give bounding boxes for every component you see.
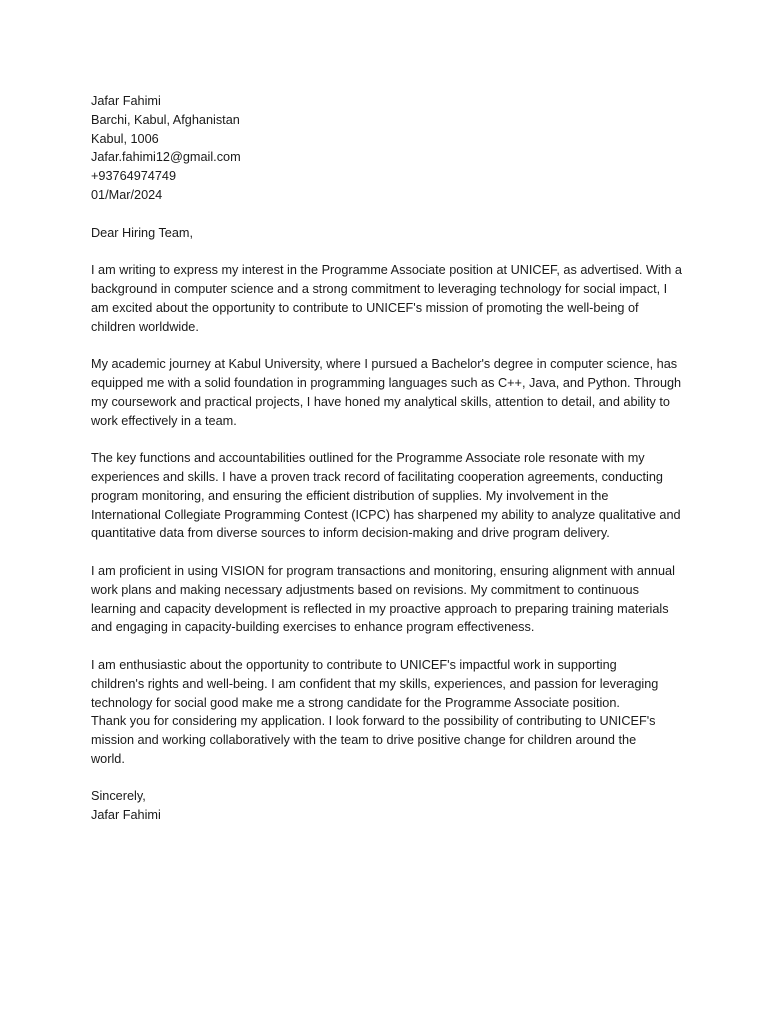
sender-address-line2: Kabul, 1006 (91, 131, 159, 146)
paragraph-line: The key functions and accountabilities outlined for the Programme Associate role resonate with my (91, 451, 645, 466)
paragraph-3 (91, 449, 691, 543)
paragraph-line: International Collegiate Programming Contest (ICPC) has sharpened my ability to analyze qualitative and (91, 507, 681, 522)
paragraph-line: I am writing to express my interest in the Programme Associate position at UNICEF, as advertised. With a (91, 263, 682, 278)
paragraph-line: work effectively in a team. (91, 413, 237, 428)
paragraph-line: quantitative data from diverse sources to inform decision-making and drive program delivery. (91, 526, 610, 541)
paragraph-line: children's rights and well-being. I am confident that my skills, experiences, and passion for leveraging (91, 676, 659, 691)
paragraph-4 (91, 562, 691, 637)
paragraph-line: My academic journey at Kabul University, where I pursued a Bachelor's degree in computer science, has (91, 357, 678, 372)
letter-page (91, 92, 691, 825)
sender-name: Jafar Fahimi (91, 94, 161, 108)
sender-address-line1: Barchi, Kabul, Afghanistan (91, 112, 240, 127)
signature-name: Jafar Fahimi (91, 808, 161, 823)
letter-date: 01/Mar/2024 (91, 187, 163, 202)
paragraph-line: work plans and making necessary adjustments based on revisions. My commitment to continuous (91, 582, 639, 597)
paragraph-line: experiences and skills. I have a proven track record of facilitating cooperation agreements, conducting (91, 469, 663, 484)
paragraph-line: mission and working collaboratively with the team to drive positive change for children around the (91, 733, 637, 748)
paragraph-line: children worldwide. (91, 319, 199, 334)
paragraph-line: background in computer science and a strong commitment to leveraging technology for social impact, I (91, 281, 668, 296)
paragraph-line: world. (91, 751, 125, 766)
paragraph-line: technology for social good make me a strong candidate for the Programme Associate position. (91, 695, 620, 710)
paragraph-line: equipped me with a solid foundation in programming languages such as C++, Java, and Python. Through (91, 375, 682, 390)
paragraph-line: my coursework and practical projects, I have honed my analytical skills, attention to detail, and ability to (91, 394, 670, 409)
paragraph-line: I am proficient in using VISION for program transactions and monitoring, ensuring alignment with annual (91, 563, 675, 578)
paragraph-2 (91, 355, 691, 430)
sender-phone: +93764974749 (91, 169, 177, 184)
paragraph-1 (91, 261, 691, 336)
paragraph-line: learning and capacity development is reflected in my proactive approach to preparing training materials (91, 601, 669, 616)
paragraph-line: and engaging in capacity-building exercises to enhance program effectiveness. (91, 620, 535, 635)
sender-block (91, 92, 691, 205)
closing: Sincerely, (91, 789, 146, 804)
paragraph-line: program monitoring, and ensuring the efficient distribution of supplies. My involvement in the (91, 488, 609, 503)
paragraph-line: am excited about the opportunity to contribute to UNICEF's mission of promoting the well-being of (91, 300, 639, 315)
paragraph-line: Thank you for considering my application. I look forward to the possibility of contributing to UNICEF's (91, 714, 656, 729)
paragraph-5 (91, 656, 691, 769)
sender-email: Jafar.fahimi12@gmail.com (91, 150, 241, 165)
salutation: Dear Hiring Team, (91, 225, 194, 240)
paragraph-line: I am enthusiastic about the opportunity to contribute to UNICEF's impactful work in supporting (91, 657, 617, 672)
